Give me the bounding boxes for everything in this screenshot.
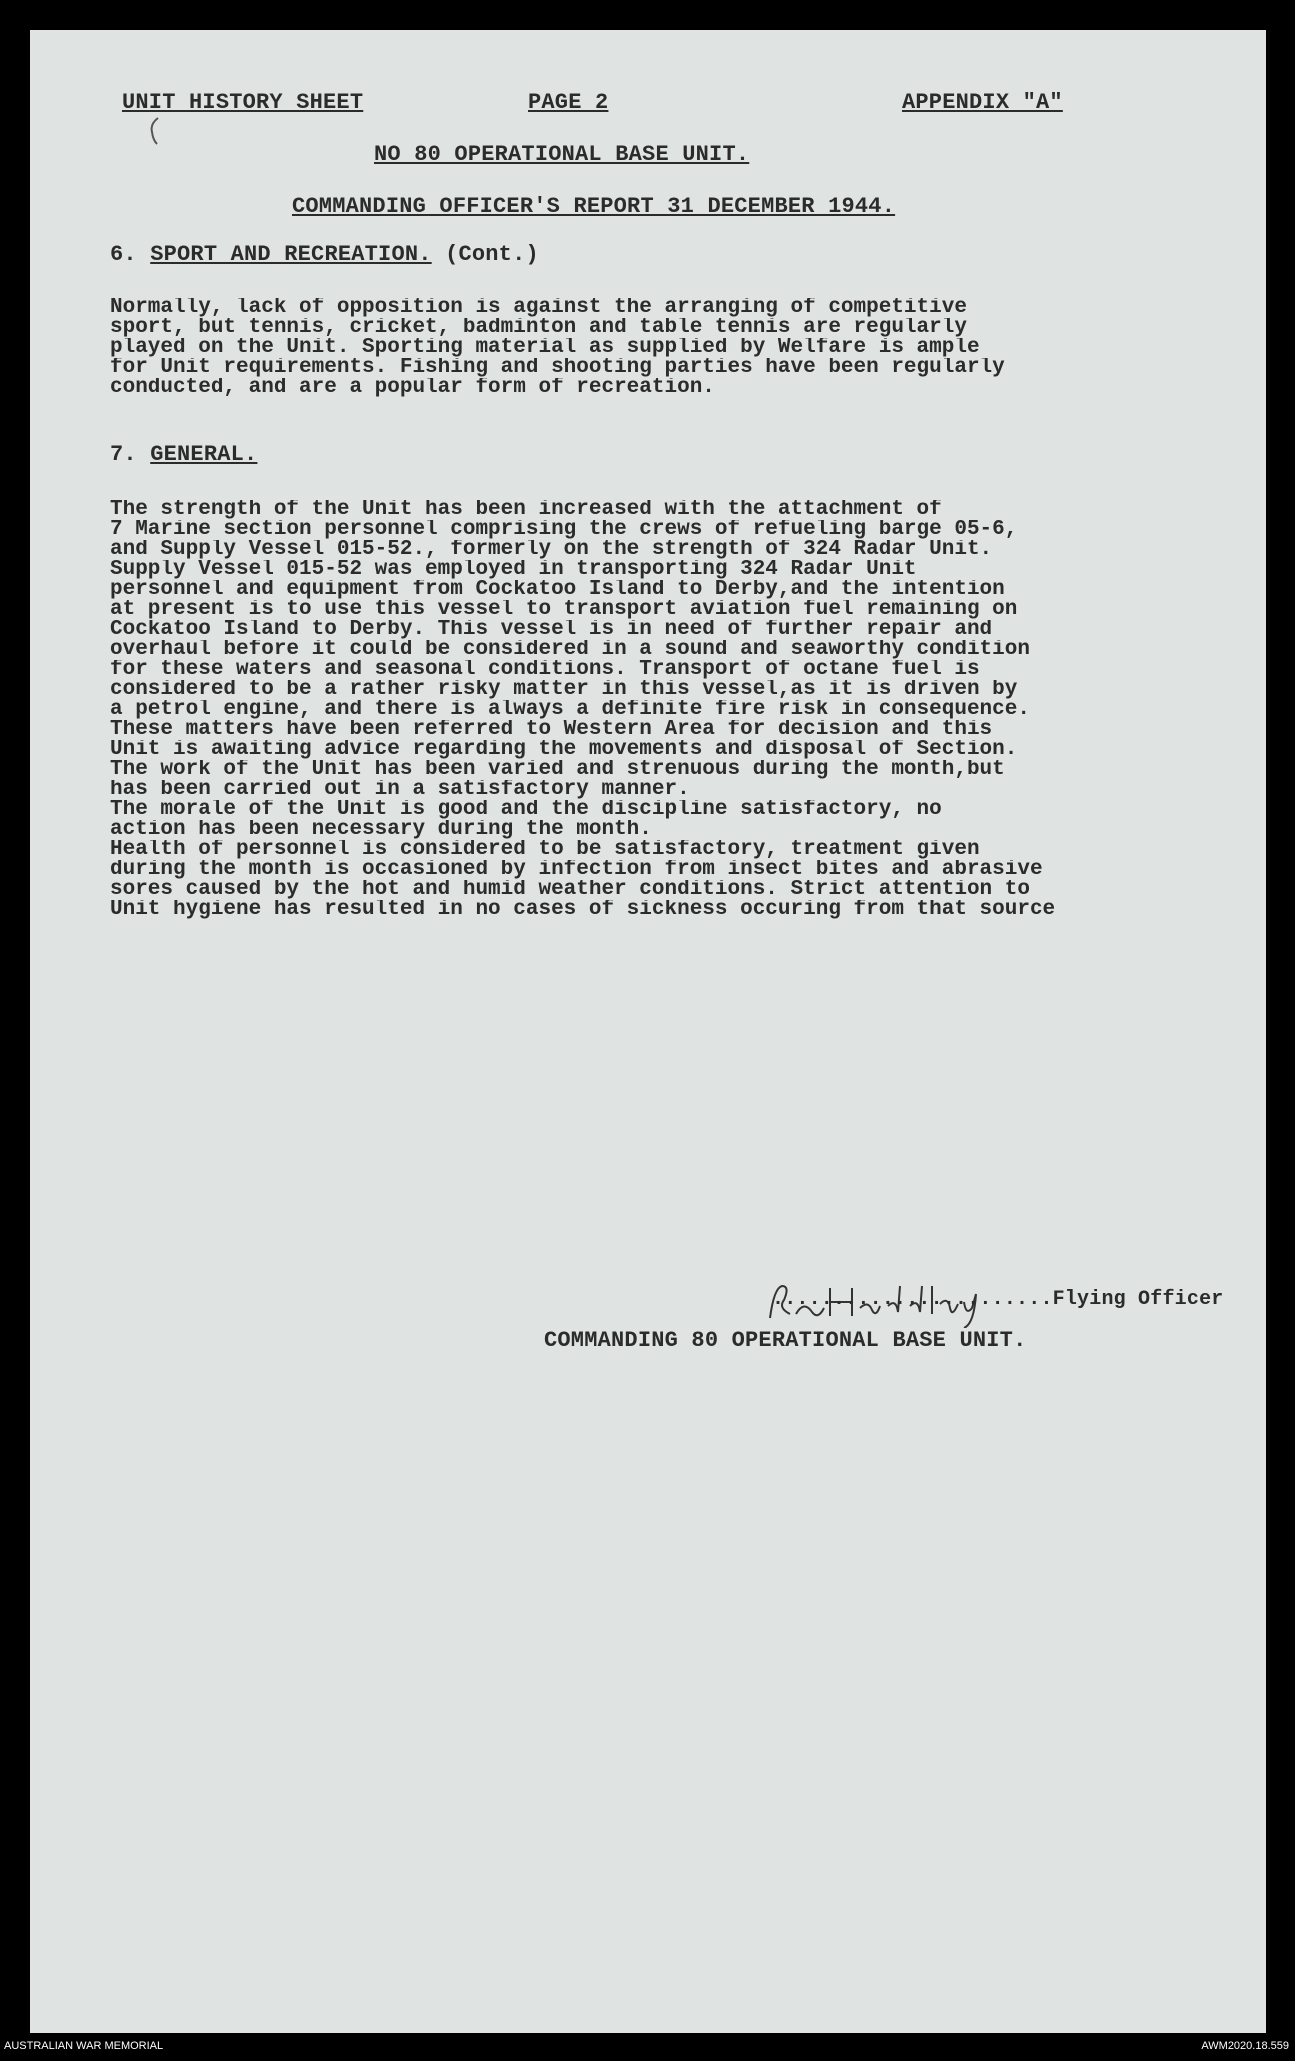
- text-line: Unit is awaiting advice regarding the movements and disposal of Section.: [110, 740, 1018, 760]
- text-line: during the month is occasioned by infection from insect bites and abrasive: [110, 860, 1043, 880]
- section-7-title: GENERAL.: [150, 442, 258, 467]
- text-line: The morale of the Unit is good and the discipline satisfactory, no: [110, 800, 942, 820]
- signature-rank-line: .......................Flying Officer: [772, 1288, 1224, 1311]
- text-line: and Supply Vessel 015-52., formerly on the strength of 324 Radar Unit.: [110, 540, 993, 560]
- text-line: These matters have been referred to Western Area for decision and this: [110, 720, 993, 740]
- text-line: for Unit requirements. Fishing and shooting parties have been regularly: [110, 358, 1005, 378]
- text-line: Supply Vessel 015-52 was employed in transporting 324 Radar Unit: [110, 560, 917, 580]
- section-7-body: [110, 500, 1260, 920]
- text-line: for these waters and seasonal conditions. Transport of octane fuel is: [110, 660, 980, 680]
- text-line: sport, but tennis, cricket, badminton and table tennis are regularly: [110, 318, 967, 338]
- header-appendix: APPENDIX "A": [902, 90, 1063, 115]
- section-6-number: 6.: [110, 242, 137, 267]
- section-6-suffix: (Cont.): [445, 242, 539, 267]
- header-sheet-title: UNIT HISTORY SHEET: [122, 90, 364, 115]
- pencil-mark-icon: [148, 116, 162, 146]
- signature-command-line: COMMANDING 80 OPERATIONAL BASE UNIT.: [544, 1328, 1027, 1353]
- text-line: at present is to use this vessel to transport aviation fuel remaining on: [110, 600, 1018, 620]
- section-6-heading: [110, 242, 539, 267]
- text-line: action has been necessary during the month.: [110, 820, 652, 840]
- text-line: sores caused by the hot and humid weather conditions. Strict attention to: [110, 880, 1030, 900]
- text-line: Normally, lack of opposition is against the arranging of competitive: [110, 298, 967, 318]
- footer-institution: AUSTRALIAN WAR MEMORIAL: [4, 2040, 164, 2052]
- section-7-heading: [110, 442, 257, 467]
- text-line: Health of personnel is considered to be satisfactory, treatment given: [110, 840, 980, 860]
- text-line: played on the Unit. Sporting material as supplied by Welfare is ample: [110, 338, 980, 358]
- text-line: The strength of the Unit has been increased with the attachment of: [110, 500, 942, 520]
- text-line: overhaul before it could be considered in a sound and seaworthy condition: [110, 640, 1030, 660]
- text-line: personnel and equipment from Cockatoo Island to Derby,and the intention: [110, 580, 1005, 600]
- section-6-body: [110, 298, 1260, 398]
- text-line: The work of the Unit has been varied and strenuous during the month,but: [110, 760, 1005, 780]
- report-title: COMMANDING OFFICER'S REPORT 31 DECEMBER 1944.: [292, 194, 896, 219]
- document-page: [30, 30, 1266, 2033]
- text-line: a petrol engine, and there is always a definite fire risk in consequence.: [110, 700, 1030, 720]
- section-6-title: SPORT AND RECREATION.: [150, 242, 432, 267]
- text-line: 7 Marine section personnel comprising the crews of refueling barge 05-6,: [110, 520, 1018, 540]
- text-line: conducted, and are a popular form of recreation.: [110, 378, 715, 398]
- header-page-number: PAGE 2: [528, 90, 609, 115]
- text-line: considered to be a rather risky matter in this vessel,as it is driven by: [110, 680, 1018, 700]
- text-line: has been carried out in a satisfactory manner.: [110, 780, 690, 800]
- unit-title: NO 80 OPERATIONAL BASE UNIT.: [374, 142, 750, 167]
- text-line: Unit hygiene has resulted in no cases of sickness occuring from that source: [110, 900, 1056, 920]
- text-line: Cockatoo Island to Derby. This vessel is in need of further repair and: [110, 620, 993, 640]
- footer-accession-number: AWM2020.18.559: [1201, 2040, 1289, 2052]
- section-7-number: 7.: [110, 442, 137, 467]
